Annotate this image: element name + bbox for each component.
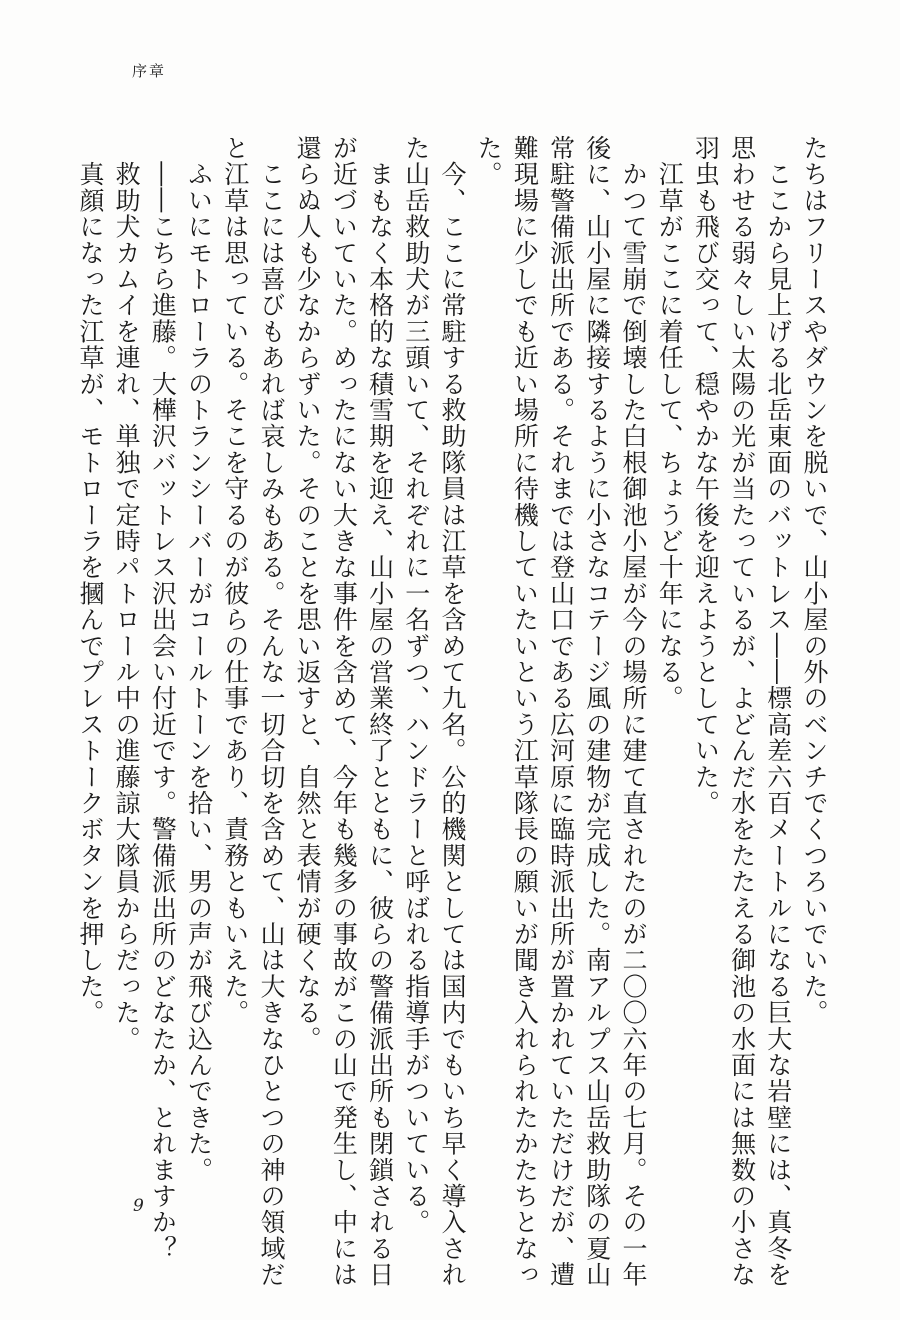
text-line: ここには喜びもあれば哀しみもある。そんな一切合切を含めて、山は大きなひとつの神の領域だ [256,135,286,1288]
text-line: たちはフリースやダウンを脱いで、山小屋の外のベンチでくつろいでいた。 [800,135,829,1026]
text-line: 還らぬ人も少なからずいた。そのことを思い返すと、自然と表情が硬くなる。 [293,135,323,1052]
text-line: 今、ここに常駐する救助隊員は江草を含めて九名。公的機関としては国内でもいち早く導入され [437,135,467,1288]
text-line: 救助犬カムイを連れ、単独で定時パトロール中の進藤諒大隊員からだった。 [112,135,142,1052]
text-line: 常駐警備派出所である。それまでは登山口である広河原に臨時派出所が置かれていただけだが、遭 [546,135,576,1288]
text-line: 後に、山小屋に隣接するように小さなコテージ風の建物が完成した。南アルプス山岳救助隊の夏山 [582,135,612,1288]
text-line: ふいにモトローラのトランシーバーがコールトーンを拾い、男の声が飛び込んできた。 [184,135,214,1183]
text-line: 真顔になった江草が、モトローラを摑んでプレストークボタンを押した。 [75,135,105,1026]
text-line: た。 [474,135,504,188]
text-line: 羽虫も飛び交って、穏やかな午後を迎えようとしていた。 [691,135,721,817]
text-line: かつて雪崩で倒壊した白根御池小屋が今の場所に建て直されたのが二〇〇六年の七月。その一年 [618,135,648,1288]
text-line: た山岳救助犬が三頭いて、それぞれに一名ずつ、ハンドラーと呼ばれる指導手がついている。 [401,135,431,1236]
text-line: ――こちら進藤。大樺沢バットレス沢出会い付近です。警備派出所のどなたか、とれますか？ [148,135,178,1262]
text-line: 江草がここに着任して、ちょうど十年になる。 [655,135,685,712]
text-line: と江草は思っている。そこを守るのが彼らの仕事であり、責務ともいえた。 [220,135,250,1026]
text-line: 難現場に少しでも近い場所に待機していたいという江草隊長の願いが聞き入れられたかたちとなっ [510,135,540,1288]
running-head: 序章 [132,62,167,80]
body-text [75,135,832,1288]
page-number: 9 [133,1196,144,1216]
text-line: が近づいていた。めったにない大きな事件を含めて、今年も幾多の事故がこの山で発生し、中には [329,135,359,1288]
text-line: 思わせる弱々しい太陽の光が当たっているが、よどんだ水をたたえる御池の水面には無数の小さな [727,135,757,1288]
text-line: まもなく本格的な積雪期を迎え、山小屋の営業終了とともに、彼らの警備派出所も閉鎖される日 [365,135,395,1288]
text-line: ここから見上げる北岳東面のバットレス――標高差六百メートルになる巨大な岩壁には、真冬を [763,135,793,1288]
